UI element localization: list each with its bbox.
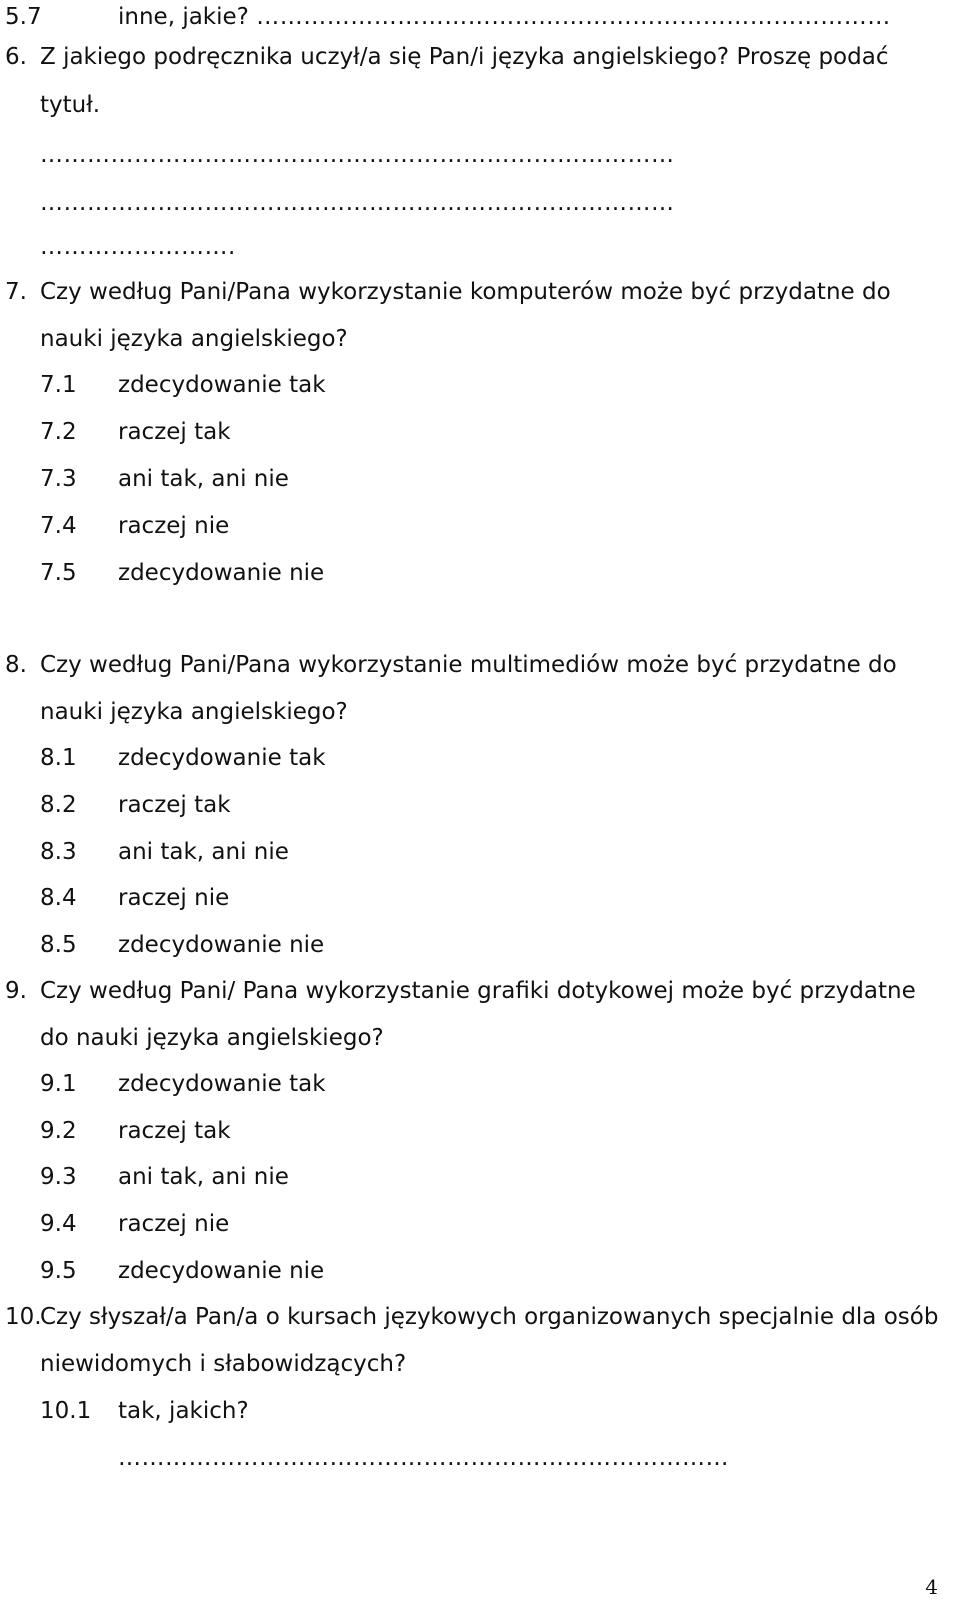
option-label: raczej nie: [118, 885, 230, 911]
option-number: 9.2: [40, 1118, 77, 1144]
option-label: raczej tak: [118, 1118, 231, 1144]
question-text-line: Czy według Pani/Pana wykorzystanie multimediów może być przydatne do: [40, 652, 897, 678]
question-text-line: Z jakiego podręcznika uczył/a się Pan/i języka angielskiego? Proszę podać: [40, 44, 889, 70]
option-label: raczej tak: [118, 419, 231, 445]
option-number: 9.5: [40, 1258, 77, 1284]
question-number: 6.: [5, 44, 27, 70]
option-text: inne, jakie?: [118, 4, 249, 30]
option-label: zdecydowanie nie: [118, 560, 325, 586]
answer-dots: ………………………………………………………………………: [40, 190, 675, 216]
option-label: zdecydowanie tak: [118, 372, 326, 398]
option-number: 7.5: [40, 560, 77, 586]
option-number: 9.1: [40, 1071, 77, 1097]
option-number: 9.3: [40, 1164, 77, 1190]
option-label: [118, 2, 891, 32]
option-label: zdecydowanie tak: [118, 1071, 326, 1097]
answer-dots: …………………….: [40, 234, 236, 260]
answer-dots: ………………………………………………………………………: [40, 142, 675, 168]
option-number: 8.2: [40, 792, 77, 818]
question-text-line: Czy słyszał/a Pan/a o kursach językowych organizowanych specjalnie dla osób: [40, 1304, 939, 1330]
question-number: 8.: [5, 652, 27, 678]
option-label: ani tak, ani nie: [118, 839, 289, 865]
option-number: 8.3: [40, 839, 77, 865]
page-number: 4: [925, 1575, 938, 1599]
option-label: raczej nie: [118, 1211, 230, 1237]
option-label: tak, jakich?: [118, 1398, 249, 1424]
option-number: 7.1: [40, 372, 77, 398]
option-label: zdecydowanie nie: [118, 1258, 325, 1284]
question-number: 9.: [5, 978, 27, 1004]
option-number: 7.3: [40, 466, 77, 492]
option-number: 7.4: [40, 513, 77, 539]
answer-dots: ……………………………………………………………………: [118, 1445, 729, 1471]
option-number: 7.2: [40, 419, 77, 445]
option-label: ani tak, ani nie: [118, 1164, 289, 1190]
option-label: zdecydowanie nie: [118, 932, 325, 958]
option-number: 8.4: [40, 885, 77, 911]
option-number: 8.1: [40, 745, 77, 771]
option-number: 5.7: [5, 4, 42, 30]
option-number: 8.5: [40, 932, 77, 958]
option-label: zdecydowanie tak: [118, 745, 326, 771]
question-text-line: tytuł.: [40, 92, 101, 118]
question-text-line: do nauki języka angielskiego?: [40, 1025, 384, 1051]
question-number: 7.: [5, 279, 27, 305]
option-label: raczej tak: [118, 792, 231, 818]
option-number: 9.4: [40, 1211, 77, 1237]
option-label: ani tak, ani nie: [118, 466, 289, 492]
question-text-line: niewidomych i słabowidzących?: [40, 1351, 407, 1377]
option-label: raczej nie: [118, 513, 230, 539]
question-number: 10.: [5, 1304, 42, 1330]
question-text-line: nauki języka angielskiego?: [40, 326, 348, 352]
answer-dots: ………………………………………………………………………: [256, 4, 891, 30]
question-text-line: Czy według Pani/Pana wykorzystanie komputerów może być przydatne do: [40, 279, 891, 305]
question-text-line: nauki języka angielskiego?: [40, 699, 348, 725]
question-text-line: Czy według Pani/ Pana wykorzystanie grafiki dotykowej może być przydatne: [40, 978, 916, 1004]
option-number: 10.1: [40, 1398, 92, 1424]
